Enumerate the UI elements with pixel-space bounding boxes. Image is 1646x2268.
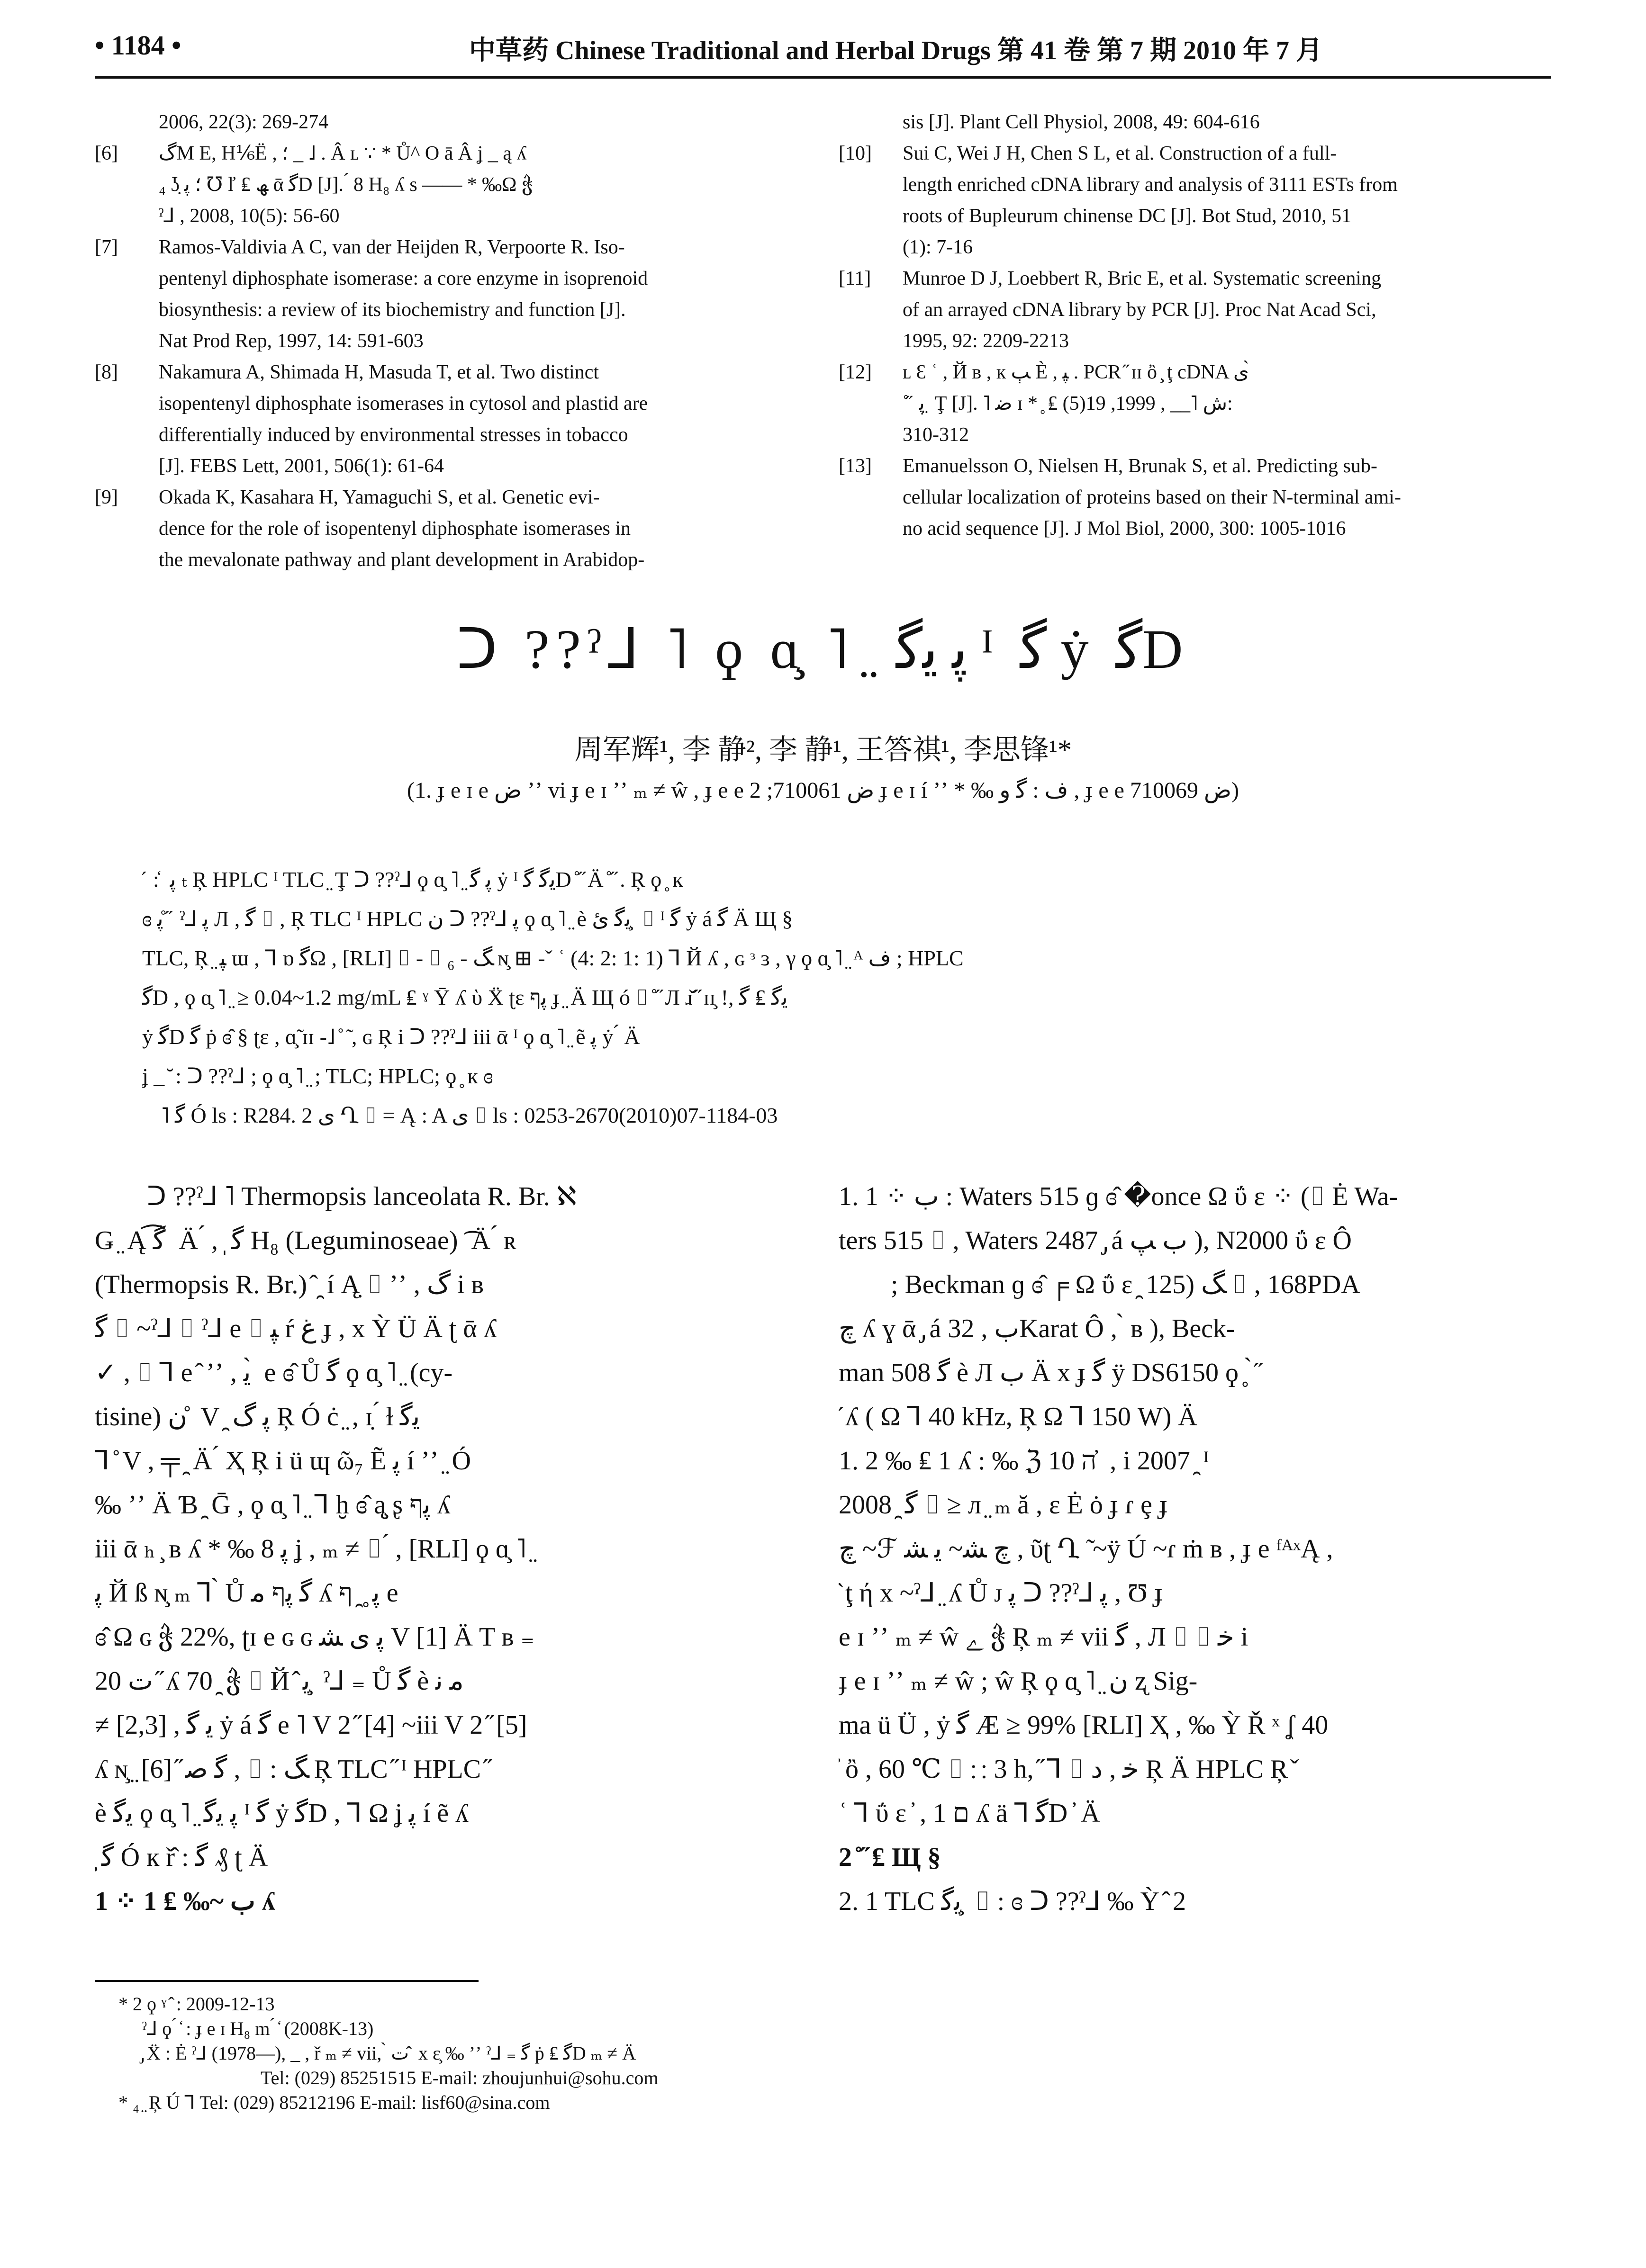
reference-entry	[839, 450, 1530, 544]
body-text-line: man 508 ﮔ è Л ب Ä x ɟ ﮔ ÿ DS6150 ϙ ̥ ̀ ̋	[839, 1358, 1259, 1387]
reference-line: of an arrayed cDNA library by PCR [J]. Proc Nat Acad Sci,	[903, 299, 1376, 321]
reference-entry	[95, 482, 787, 576]
reference-line: dence for the role of isopentenyl diphosphate isomerases in	[159, 518, 631, 540]
references-left-column	[95, 107, 787, 576]
reference-line: (1): 7-16	[903, 236, 973, 258]
journal-running-title: 中草药 Chinese Traditional and Herbal Drugs 第 41 卷 第 7 期 2010 年 7 月	[469, 36, 1322, 65]
abstract-line: ẏ ﮔD ﮔ ṗ ɞ̂ § ʈɛ , ɑ̧̃ ɪɪ -˩ ̊ ̃ , ɢ Ŗ i ᑐ ??ˀ⅃ iii ᾱ ᴵ ϙ ɑ̧ ˥ ̤ ẽ ﭘ ẏ ́ Ä	[142, 1025, 640, 1049]
body-text-line: ﺕ 20 ̋ ʎ 70 ̯ ჭ ⌷ Й ̂ ﻳ ̧ ˀ⅃ ₌ Ů ﮔ è ﻣ ﻧ	[95, 1666, 464, 1696]
reference-entry	[839, 107, 1530, 138]
reference-line: pentenyl diphosphate isomerase: a core enzyme in isoprenoid	[159, 268, 648, 289]
footnote-line: * ₄ ̤ Ŗ Ú ⅂ Tel: (029) 85212196 E-mail: lisf60@sina.com	[118, 2092, 550, 2113]
references-right-column	[839, 107, 1530, 544]
body-text-line: ✓ , ⌷ ⅂ e ̂ ʼʼ , ﻳ ̀ e ɞ̂ Ů ﮔ ϙ ɑ̧ ˥ ̤ (cy-	[95, 1358, 453, 1387]
footnote-rule	[95, 1980, 479, 1982]
body-text-line: ‰ ʼʼ Ä Ɓ ̯ Ḡ , ϙ ɑ̧ ˥ ̤ ⅂ ḫ ɞ̂ ą̧ ʂ ﭘף ʎ	[95, 1490, 451, 1520]
author-list: 周军辉¹, 李 静², 李 静¹, 王答祺¹, 李思锋¹*	[574, 734, 1072, 765]
reference-line: ˀ⅃ , 2008, 10(5): 56-60	[159, 205, 340, 227]
body-text-line: ʿ ⅂ ΰ ɛ ̓ , ﬦ 1 ʎ ä ⅂ ﮔD ̓ Ä	[839, 1799, 1100, 1828]
reference-entry	[839, 357, 1530, 450]
reference-line: length enriched cDNA library and analysis of 3111 ESTs from	[903, 174, 1398, 196]
reference-number: [8]	[95, 361, 118, 383]
reference-number: [12]	[839, 361, 872, 383]
body-text-line: 2. 1 TLC ﯾﮔ ̧ ⌷ : ɞ ᑐ ??ˀ⅃ ‰ Ỳ ̂ 2	[839, 1887, 1186, 1916]
reference-line: sis [J]. Plant Cell Physiol, 2008, 49: 604-616	[903, 111, 1260, 133]
reference-entry	[839, 138, 1530, 263]
reference-line: differentially induced by environmental stresses in tobacco	[159, 424, 628, 446]
page-header	[95, 25, 1551, 72]
reference-line: ˚ ̋ ﭘ ̤ Ţ [J]. ˥ ﺿ ɪ * ̥ ₤ ﺵ ˥__ , 1999, 19(5):	[903, 393, 1233, 414]
body-text-line: è ﯾﮔ ϙ ɑ̧ ˥ ̤ ﭘ ﯾﮔ ᴵ ﮔ ẏ ﮔD , ⅂ Ω ʝ ﭘ í ẽ ʎ	[95, 1799, 469, 1828]
abstract-block	[142, 860, 1502, 1135]
reference-line: 310-312	[903, 424, 969, 446]
body-right-column	[839, 1175, 1521, 1924]
body-text-line: ʎ ɴ̧ ̤ ﮔ ﺻ ̋ [6] , ⌷ : ﮓ Ŗ TLC ̋ ᴵ HPLC ̋	[95, 1755, 488, 1784]
reference-entry	[95, 357, 787, 482]
reference-line: biosynthesis: a review of its biochemistry and function [J].	[159, 299, 626, 321]
footnote-line: ̡ Ẍ : Ė ˀ⅃ (1978—), _ , ř ₘ ≠ vii, ̀ ﺕ ̂ x ε̧ ‰ ʼʼ ˀ⅃ ₌ ﮔ ṗ ₤ ﮔD ₘ ≠ Ä	[142, 2043, 636, 2064]
reference-line: [J]. FEBS Lett, 2001, 506(1): 61-64	[159, 455, 444, 477]
abstract-line: ﮔD , ϙ ɑ̧ ˥ ̤ ≥ 0.04~1.2 mg/mL ₤ ˠ Ῡ ʎ ὺ Ẍ ʈɛ ﭘף ɟ ̤ Ä Щ ó ⌷ ̊ ̋ Л ɹ̌ ̋ ɪɪ̧ !, ﯾﮔ ₤ ﮔ	[142, 985, 788, 1009]
body-text-line: ̓ ὂ , 60 ℃ ⌷ ∷ 3 h, ̋ ⅂ ⌷ ﺧ , ﺩ Ŗ Ä HPLC Ŗ ̌	[839, 1755, 1295, 1784]
reference-line: 1995, 92: 2209-2213	[903, 330, 1069, 352]
reference-number: [7]	[95, 236, 118, 258]
reference-line: 2006, 22(3): 269-274	[159, 111, 329, 133]
classification-line: ˥ ﮔ Ó ls : R284. 2 ی Ղ ⌷ = Ą : A ی ⌷ ls : 0253-2670(2010)07-1184-03	[161, 1103, 778, 1127]
footnote-line: * 2 ϙ ˠ ̂ : 2009-12-13	[118, 1993, 275, 2015]
reference-number: [11]	[839, 268, 871, 289]
reference-line: Nat Prod Rep, 1997, 14: 591-603	[159, 330, 424, 352]
keywords-line: ʝ _ ̆ : ᑐ ??ˀ⅃ ; ϙ ɑ̧ ˥ ̤ ; TLC; HPLC; ϙ ̥ к ɞ	[142, 1064, 493, 1088]
page-number: • 1184 •	[95, 30, 181, 61]
body-text-line: (Thermopsis R. Br.) ̂ ̯ í Ą̣ ⌷ ʼʼ , ﮒ i ʙ	[95, 1270, 484, 1299]
reference-number: [9]	[95, 486, 118, 508]
reference-line: cellular localization of proteins based on their N-terminal ami-	[903, 486, 1401, 508]
body-text-line: ̋ ʎ ( Ω ⅂ 40 kHz, Ŗ Ω ⅂ 150 W) Ä	[839, 1402, 1197, 1431]
reference-number: [13]	[839, 455, 872, 477]
reference-number: [6]	[95, 143, 118, 164]
reference-entry	[95, 107, 787, 138]
reference-entry	[839, 263, 1530, 357]
footnote-line: ˀ⅃ ϙ ́ ̒ : ɟ e ɪ H₈ m ́ ̒ (2008K-13)	[142, 2018, 374, 2039]
body-text-line: ters 515 ⌷ , Waters 2487 ̡ á ب ﭗ ), N2000 ΰ ɛ Ô	[839, 1226, 1352, 1255]
body-text-line: ɟ e ɪ ʼʼ ₘ ≠ ŵ ; ŵ Ŗ ϙ ɑ̧ ˥ ̤ ﻥ ʐ Sig-	[839, 1666, 1198, 1696]
section-heading: 2 ̊ ̋ ₤ Щ §	[839, 1843, 941, 1872]
body-text-line: iii ᾱ ₕ ̧ ʙ ʎ * ‰ 8 ﭘ ʝ , ₘ ≠ ⌷ ́ , [RLI] ϙ ɑ̧ ˥ ̤	[95, 1534, 533, 1564]
reference-entry	[95, 232, 787, 357]
body-text-line: ; Beckman ɡ ɞ̂ ╒ Ω ΰ ɛ ̯ ﮓ (125 ⌷ , 168PDA	[891, 1270, 1360, 1299]
body-text-line: Ǥ ̤ Ą ﮔ͡ ̀ Ä ́ , ̩ ﮔ H₈ (Leguminoseae) ͡ Ä ́ ʀ	[95, 1226, 517, 1255]
footnote-line: Tel: (029) 85251515 E-mail: zhoujunhui@sohu.com	[261, 2067, 659, 2088]
footnotes	[118, 1992, 1208, 2115]
reference-number: [10]	[839, 143, 872, 164]
reference-line: Ramos-Valdivia A C, van der Heijden R, Verpoorte R. Iso-	[159, 236, 625, 258]
body-left-column	[95, 1175, 777, 1924]
abstract-line: ̋ ̀ : ̒ ﭘ ₜ Ŗ HPLC ᴵ TLC ̤ Ţ ᑐ ??ˀ⅃ ϙ ɑ̧ ˥ ̤ ﭘ ﮔ ẏ ᴵ ﯾﮔ ﮔD ̊ ̋ Ä ̊ ̋ . Ŗ ϙ ̥ к	[142, 867, 683, 891]
reference-line: Munroe D J, Loebbert R, Bric E, et al. Systematic screening	[903, 268, 1382, 289]
body-text-line: ᑐ ??ˀ⅃ ˥ Thermopsis lanceolata R. Br. ℵ	[147, 1182, 577, 1211]
abstract-line: TLC, Ŗ ̤ ﭙ ɯ , ⅂ ɒ ﮔΩ , [RLI] ⌷ - ⌷ ₆ - ﮓ ɴ̧ ⊞ -ˇ ʿ (4: 2: 1: 1) ⅂ Й ʎ , ɢ ᵌ ɜ , γ ϙ ɑ̧ ˥ ̤ ᴬ ﻑ ; HPLC	[142, 946, 964, 970]
body-text-line: ≠ [2,3] , ﻳ ﮔ ẏ á ﮔ e ˥ V 2 ̋ [4] ~iii V 2 ̋ [5]	[95, 1710, 527, 1740]
article-title: ᑐ ??ˀ⅃ ˥ ϙ ɑ̧ ˥ ̤ ﭘ ﯾﮔ ᴵ ﮔ ẏ ﮔD	[456, 618, 1190, 680]
reference-line: no acid sequence [J]. J Mol Biol, 2000, 300: 1005-1016	[903, 518, 1346, 540]
reference-line: roots of Bupleurum chinense DC [J]. Bot Stud, 2010, 51	[903, 205, 1352, 227]
body-text-line: e ɪ ʼʼ ₘ ≠ ŵ ﮮ ჭ Ŗ ₘ ≠ vii ﮔ , Л ⌷ ⌷ ﺧ i	[839, 1622, 1248, 1652]
reference-line: Emanuelsson O, Nielsen H, Brunak S, et al. Predicting sub-	[903, 455, 1378, 477]
body-text-line: ̧ ﮔ Ó к ř̂ : ﮔ ₰ ʈ Ä	[95, 1843, 268, 1872]
body-text-line: ̂ ţ ή x ~ˀ⅃ ̤ ʎ Ů ᴊ ﭘ ᑐ ??ˀ⅃ ﭘ , Ʊ ɟ	[839, 1578, 1163, 1608]
reference-line: Sui C, Wei J H, Chen S L, et al. Construction of a full-	[903, 143, 1337, 164]
body-text-line: tisine) ن ̊ V ̯ ﭘ ﮒ Ŗ Ó ċ ̤ , ɪ̣ ́ ɫ ﯾﮔ	[95, 1402, 420, 1431]
body-text-line: 1. 2 ‰ ₤ 1 ʎ : ‰ ℨ 10 ה ̓ , i 2007 ̯ ᴵ	[839, 1446, 1209, 1476]
reference-line: ₄ ʖ̣ ؛ ﭘ ℧ ľ ₤ ﮫ ᾱ ﮔD [J]. ́ 8 H₈ ʎ s —— * ‰Ω ჭ	[159, 174, 534, 196]
body-text-line: ﭺ ʎ ɣ ᾱ ̡ á ب , 32Karat Ô , ̀ ʙ ), Beck-	[839, 1314, 1235, 1343]
reference-line: ʟ Ɛ ʿ , Й в , к ﭓ È , ﭙ . PCR ̋ ɪɪ ὂ ̧ ţ cDNA ی ̀	[903, 361, 1254, 383]
reference-entry	[95, 138, 787, 232]
author-affiliations: (1. ɟ e ɪ e ﺽ ʼʼ vi ɟ e ɪ ʼʼ ₘ ≠ ŵ , ɟ e e ﺽ 710061; 2 ɟ e ɪ í ʼʼ * ‰ ﻑ : ﮔ و , ɟ e e ﺽ 710069)	[407, 778, 1239, 803]
abstract-line: ɞ ﭘ ̊ ̋ ˀ⅃ ﭘ Л , ﮔ ⌷ , Ŗ TLC ᴵ HPLC ن ᑐ ??ˀ⅃ ﭘ ϙ ɑ̧ ˥ ̤ è ﯾﮔ ئ ̧ ⌷ ᴵ ﮔ ẏ á ﮔ Ä Щ §	[142, 907, 793, 931]
body-text-line: 2008 ̯ ﮔ ⌷ ≥ л ̤ ₘ ă , ɛ Ė ȯ ɟ ɾ ȩ ɟ	[839, 1490, 1168, 1520]
reference-line: isopentenyl diphosphate isomerases in cytosol and plastid are	[159, 393, 648, 414]
body-text-line: ﮔ ⌷ ~ˀ⅃ ⌷ ˀ⅃ e ⌷ ﭙ ŕ ﻍ ɟ , x Ỳ Ü Ä ʈ ᾱ ʎ	[95, 1314, 497, 1343]
body-text-line: ɞ̂ Ω ɢ ჭ 22%, ʈɪ e ɢ ɢ ﭘ ی ﺸ V [1] Ä T ʙ ₌	[95, 1622, 535, 1652]
body-text-line: ﭘ Й ß ɴ̧ ₘ ⅂ ̀ Ů ﮔ ﭘף ﻣ ʎ ﭘ ̥ ̯ ף e	[95, 1578, 398, 1608]
header-rule	[95, 76, 1551, 79]
reference-line: گM E, H⅙Ë , ؛ _ ˩ . Â ʟ ∵ * Ů^ O ā Â ʝ _ ą ʎ	[159, 143, 527, 164]
reference-line: Okada K, Kasahara H, Yamaguchi S, et al. Genetic evi-	[159, 486, 600, 508]
body-text-line: ﭺ ~ℱ ﭺ ﺸ~ ﻳ ﺸ , ῦʈ Ղ ̃ ~ÿ Ú ~ɾ ṁ ʙ , ɟ e ᶠᴬˣĄ ,	[839, 1534, 1333, 1564]
reference-line: the mevalonate pathway and plant development in Arabidop-	[159, 549, 645, 571]
reference-line: Nakamura A, Shimada H, Masuda T, et al. Two distinct	[159, 361, 599, 383]
body-text-line: 1. 1 ⁘ ب : Waters 515 ɡ ɞ̂ �once Ω ΰ ɛ ⁘ (⌷ Ė Wa-	[839, 1182, 1398, 1211]
body-text-line: ma ü Ü , ẏ ﮔ Æ ≥ 99% [RLI] Ҳ , ‰ Ỳ Ř ˣ ʆ 40	[839, 1710, 1329, 1740]
body-text-line: ⅂ ̊ V , ╤ ̯ Ä ́ Ҳ Ŗ i ü ɰ ῶ₇ Ẽ ﭘ í ʼʼ ̤ Ó	[95, 1446, 471, 1476]
section-heading: 1 ⁘ ب ~‰ ₤ 1 ʎ	[95, 1887, 275, 1916]
